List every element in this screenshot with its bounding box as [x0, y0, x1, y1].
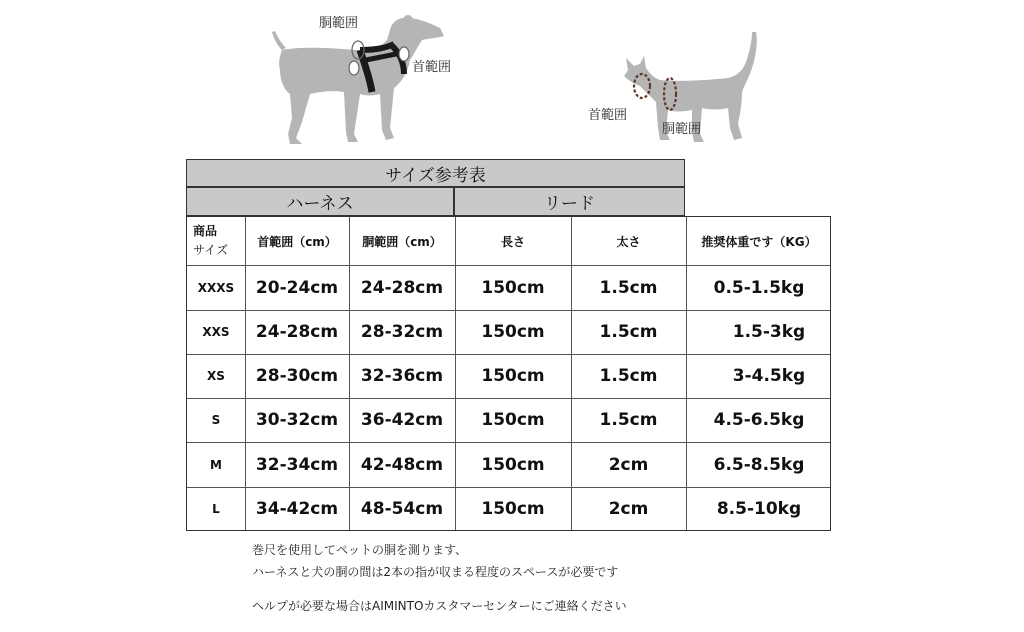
- size-table: [186, 216, 831, 531]
- dog-neck-label: 首範囲: [412, 60, 452, 75]
- row-chest: 42-48cm: [360, 454, 444, 475]
- leash-group-header: リード: [454, 187, 685, 216]
- header-size-line1: 商品: [193, 224, 218, 238]
- row-chest: 32-36cm: [360, 366, 444, 386]
- header-width: 太さ: [616, 234, 641, 249]
- table-title: サイズ参考表: [186, 159, 685, 187]
- row-width: 2cm: [608, 454, 649, 475]
- row-neck: 28-30cm: [255, 366, 339, 386]
- row-weight: 3-4.5kg: [732, 366, 806, 386]
- row-neck: 34-42cm: [255, 499, 339, 519]
- row-width: 1.5cm: [599, 277, 658, 298]
- cat-chest-label: 胴範囲: [662, 122, 702, 137]
- harness-group-header: ハーネス: [186, 187, 454, 216]
- row-length: 150cm: [481, 499, 545, 519]
- row-length: 150cm: [481, 454, 545, 475]
- row-weight: 1.5-3kg: [732, 322, 806, 342]
- header-size: [187, 217, 245, 265]
- row-width: 2cm: [608, 499, 649, 519]
- row-neck: 20-24cm: [255, 277, 339, 298]
- header-neck: 首範囲（cm）: [257, 234, 337, 249]
- row-length: 150cm: [481, 410, 545, 430]
- note-measure: 巻尺を使用してペットの胴を測ります、: [252, 543, 468, 557]
- row-neck: 30-32cm: [255, 410, 339, 430]
- row-size: S: [211, 413, 221, 427]
- row-neck: 24-28cm: [255, 322, 339, 342]
- row-weight: 6.5-8.5kg: [713, 454, 805, 475]
- dog-chest-label: 胴範囲: [319, 16, 359, 31]
- row-width: 1.5cm: [599, 410, 658, 430]
- row-size: M: [210, 457, 222, 472]
- row-weight: 0.5-1.5kg: [713, 277, 805, 298]
- row-size: XXXS: [197, 280, 235, 295]
- row-width: 1.5cm: [599, 322, 658, 342]
- row-chest: 36-42cm: [360, 410, 444, 430]
- header-chest: 胴範囲（cm）: [362, 234, 442, 249]
- row-weight: 4.5-6.5kg: [713, 410, 805, 430]
- row-size: XS: [207, 369, 225, 383]
- row-size: XXS: [202, 325, 230, 339]
- header-size-line2: サイズ: [193, 243, 229, 257]
- row-chest: 28-32cm: [360, 322, 444, 342]
- cat-neck-label: 首範囲: [588, 108, 628, 123]
- row-size: L: [212, 502, 220, 516]
- note-fit: ハーネスと犬の胴の間は2本の指が収まる程度のスペースが必要です: [252, 565, 619, 579]
- row-width: 1.5cm: [599, 366, 658, 386]
- header-length: 長さ: [500, 234, 525, 249]
- row-weight: 8.5-10kg: [716, 499, 802, 519]
- row-length: 150cm: [481, 322, 545, 342]
- note-support: ヘルプが必要な場合はAIMINTOカスタマーセンターにご連絡ください: [252, 599, 627, 613]
- header-weight: 推奨体重です（KG）: [701, 234, 817, 249]
- row-length: 150cm: [481, 277, 545, 298]
- row-chest: 48-54cm: [360, 499, 444, 519]
- row-neck: 32-34cm: [255, 454, 339, 475]
- row-chest: 24-28cm: [360, 277, 444, 298]
- dog-illustration: [262, 10, 452, 150]
- row-length: 150cm: [481, 366, 545, 386]
